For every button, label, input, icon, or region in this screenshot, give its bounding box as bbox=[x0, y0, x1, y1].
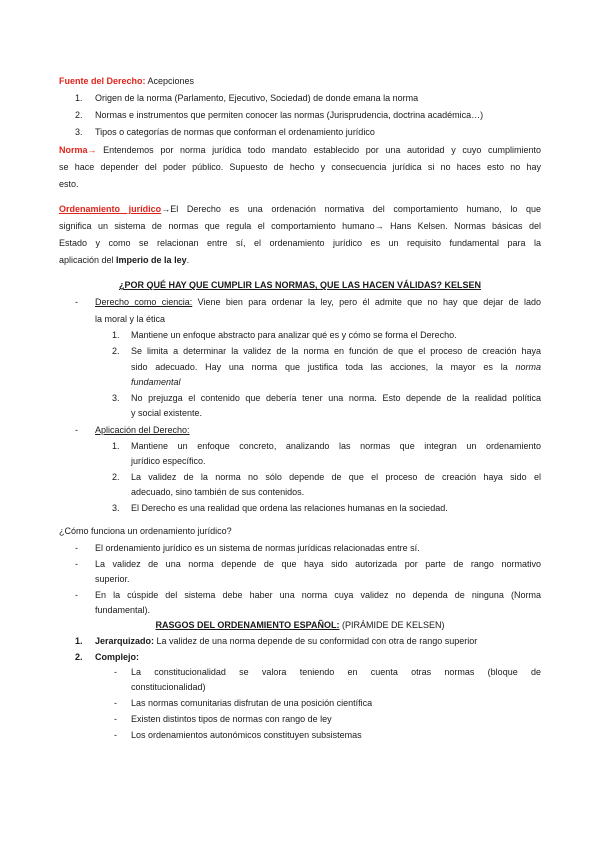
list-item: La constitucionalidad se valora teniendo en cuenta otras normas (bloque de bbox=[131, 667, 541, 677]
ordenamiento-line: Estado y como se relacionan entre sí, el ordenamiento jurídico es un requisito fundamental para la bbox=[59, 238, 541, 248]
list-number: 3. bbox=[112, 503, 120, 513]
list-item: constitucionalidad) bbox=[131, 682, 206, 692]
ordenamiento-line: Ordenamiento jurídico→El Derecho es una ordenación normativa del comportamiento humano, lo que bbox=[59, 204, 542, 214]
kelsen-heading: ¿POR QUÉ HAY QUE CUMPLIR LAS NORMAS, QUE LAS HACEN VÁLIDAS? KELSEN bbox=[118, 280, 482, 290]
list-number: 1. bbox=[112, 330, 120, 340]
ordenamiento-line: significa un sistema de normas que regula el comportamiento humano→ Hans Kelsen. Normas básicas del bbox=[59, 221, 541, 231]
list-item: Mantiene un enfoque concreto, analizando las normas que integran un ordenamiento bbox=[131, 441, 541, 451]
list-item: Tipos o categorías de normas que conforman el ordenamiento jurídico bbox=[95, 127, 375, 137]
list-item: Existen distintos tipos de normas con rango de ley bbox=[131, 714, 332, 724]
list-number: 3. bbox=[75, 127, 83, 137]
dash: - bbox=[114, 667, 117, 677]
list-item: Se limita a determinar la validez de la norma en función de que el proceso de creación haya bbox=[131, 346, 541, 356]
list-item: sido adecuado. Hay una norma que justifica toda las acciones, la mayor es la norma bbox=[131, 362, 541, 372]
list-number: 1. bbox=[75, 93, 83, 103]
list-number: 1. bbox=[75, 636, 83, 646]
norma-line: esto. bbox=[59, 179, 79, 189]
list-item: Las normas comunitarias disfrutan de una posición científica bbox=[131, 698, 373, 708]
list-item: La validez de la norma no sólo depende de que el proceso de creación haya sido el bbox=[131, 472, 541, 482]
dash: - bbox=[75, 543, 78, 553]
dash: - bbox=[75, 425, 78, 435]
ordenamiento-line: aplicación del Imperio de la ley. bbox=[59, 255, 190, 265]
aplicacion-label: Aplicación del Derecho: bbox=[95, 425, 190, 435]
list-item: Mantiene un enfoque abstracto para analizar qué es y cómo se forma el Derecho. bbox=[131, 330, 457, 340]
list-item: adecuado, sino también de sus contenidos. bbox=[131, 487, 305, 497]
dash: - bbox=[75, 297, 78, 307]
list-item: Jerarquizado: La validez de una norma depende de su conformidad con otra de rango superior bbox=[95, 636, 478, 646]
fuente-heading bbox=[59, 76, 194, 87]
list-item: Los ordenamientos autonómicos constituyen subsistemas bbox=[131, 730, 362, 740]
list-item: fundamental bbox=[131, 377, 181, 387]
dash: - bbox=[75, 590, 78, 600]
list-item: Complejo: bbox=[95, 652, 139, 662]
list-number: 2. bbox=[112, 472, 120, 482]
list-item: Origen de la norma (Parlamento, Ejecutivo, Sociedad) de donde emana la norma bbox=[95, 93, 419, 103]
ciencia-line: Derecho como ciencia: Viene bien para ordenar la ley, pero él admite que no hay que dejar de lado bbox=[95, 297, 541, 307]
ciencia-line: la moral y la ética bbox=[95, 314, 166, 324]
funciona-question: ¿Cómo funciona un ordenamiento jurídico? bbox=[59, 526, 232, 536]
list-item: fundamental). bbox=[95, 605, 151, 615]
dash: - bbox=[114, 730, 117, 740]
list-number: 3. bbox=[112, 393, 120, 403]
dash: - bbox=[75, 559, 78, 569]
list-item: Normas e instrumentos que permiten conocer las normas (Jurisprudencia, doctrina académica…) bbox=[95, 110, 484, 120]
list-item: La validez de una norma depende de que haya sido autorizada por parte de rango normativo bbox=[95, 559, 541, 569]
list-item: En la cúspide del sistema debe haber una norma cuya validez no dependa de ninguna (Norma bbox=[95, 590, 541, 600]
list-item: El ordenamiento jurídico es un sistema de normas jurídicas relacionadas entre sí. bbox=[95, 543, 420, 553]
dash: - bbox=[114, 698, 117, 708]
list-number: 1. bbox=[112, 441, 120, 451]
norma-label: Norma→ bbox=[59, 145, 97, 155]
ordenamiento-label: Ordenamiento jurídico bbox=[59, 204, 162, 214]
norma-line: Norma→ Entendemos por norma jurídica todo mandato establecido por una autoridad y cuyo cumplimiento bbox=[59, 145, 541, 155]
list-item: jurídico específico. bbox=[131, 456, 206, 466]
ciencia-label: Derecho como ciencia: bbox=[95, 297, 193, 307]
list-number: 2. bbox=[75, 652, 83, 662]
list-item: El Derecho es una realidad que ordena las relaciones humanas en la sociedad. bbox=[131, 503, 448, 513]
list-item: No prejuzga el contenido que debería tener una norma. Esto depende de la realidad política bbox=[131, 393, 541, 403]
fuente-title: Fuente del Derecho: bbox=[59, 76, 146, 86]
list-item: y social existente. bbox=[131, 408, 203, 418]
rasgos-heading: RASGOS DEL ORDENAMIENTO ESPAÑOL: (PIRÁMIDE DE KELSEN) bbox=[155, 620, 445, 630]
list-number: 2. bbox=[112, 346, 120, 356]
list-item: superior. bbox=[95, 574, 130, 584]
list-number: 2. bbox=[75, 110, 83, 120]
imperio-de-la-ley: Imperio de la ley bbox=[116, 255, 187, 265]
norma-line: se hace depender del poder público. Supuesto de hecho y consecuencia jurídica si no haces esto no hay bbox=[59, 162, 541, 172]
fuente-rest: Acepciones bbox=[145, 76, 195, 86]
dash: - bbox=[114, 714, 117, 724]
